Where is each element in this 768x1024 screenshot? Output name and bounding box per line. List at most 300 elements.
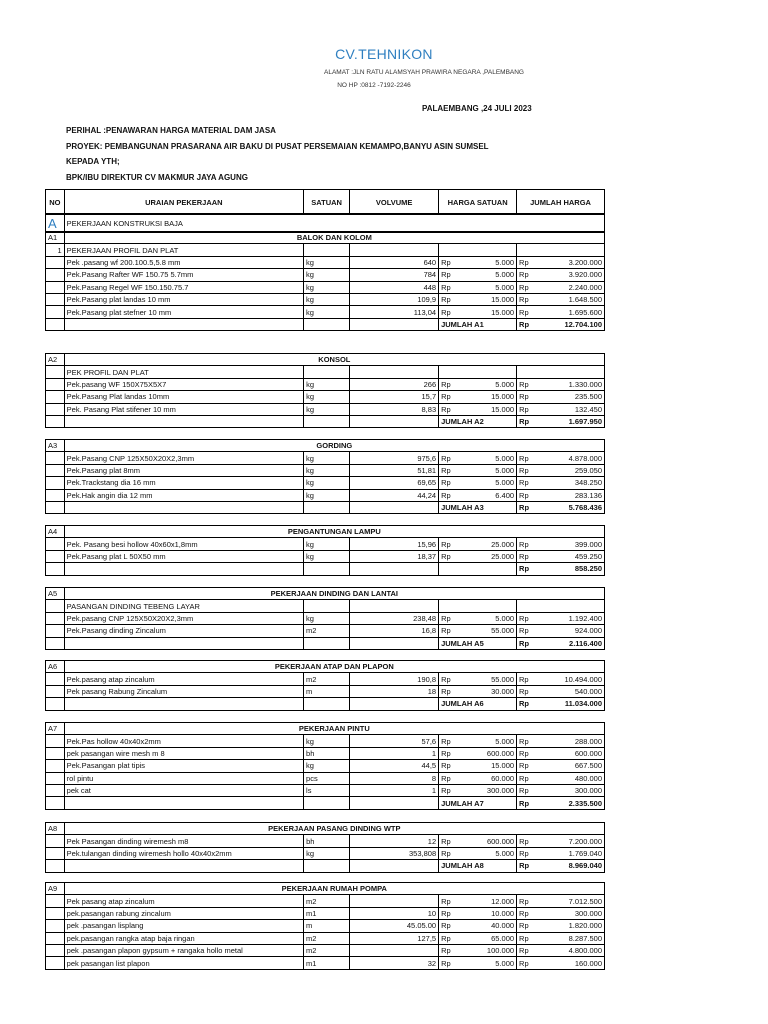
empty-cell: [350, 366, 439, 378]
currency-label: Rp: [439, 281, 452, 293]
empty-cell: [304, 860, 350, 872]
item-unit-price: 100.000: [452, 944, 517, 956]
item-description: Pek.Pasang CNP 125X50X20X2,3mm: [64, 452, 303, 464]
item-total: 132.450: [533, 403, 604, 415]
item-description: Pek.pasang WF 150X75X5X7: [64, 378, 303, 390]
currency-label: Rp: [439, 835, 452, 847]
table-row: [46, 403, 605, 415]
group-total-label: JUMLAH A5: [439, 637, 517, 649]
group-subtitle: PEK PROFIL DAN PLAT: [64, 366, 303, 378]
item-total: 3.920.000: [533, 269, 604, 281]
item-description: pek pasangan wire mesh m 8: [64, 747, 303, 759]
currency-label: Rp: [439, 735, 452, 747]
currency-label: Rp: [439, 269, 452, 281]
item-volume: 45.05.00: [350, 920, 439, 932]
group-title: BALOK DAN KOLOM: [64, 232, 604, 244]
item-description: Pek pasang Rabung Zincalum: [64, 685, 303, 697]
item-description: Pek.Pasang Plat landas 10mm: [64, 391, 303, 403]
item-total: 1.769.040: [533, 847, 604, 859]
table-row: [46, 281, 605, 293]
row-no: [46, 685, 65, 697]
group-title: GORDING: [64, 440, 604, 452]
empty-cell: [533, 600, 604, 612]
item-unit-price: 15.000: [452, 306, 517, 318]
item-total: 1.695.600: [533, 306, 604, 318]
group-title: PENGANTUNGAN LAMPU: [64, 526, 604, 538]
group-total-label: JUMLAH A1: [439, 318, 517, 330]
item-description: Pek.Pasang dinding Zincalum: [64, 625, 303, 637]
table-row: [46, 391, 605, 403]
item-unit: bh: [304, 835, 350, 847]
table-row: [46, 612, 605, 624]
group-total-row: [46, 860, 605, 872]
empty-cell: [46, 637, 65, 649]
col-satuan: SATUAN: [304, 190, 350, 215]
item-unit-price: 10.000: [452, 907, 517, 919]
group-subtitle-row: [46, 366, 605, 378]
table-row: [46, 550, 605, 562]
row-no: [46, 847, 65, 859]
currency-label: Rp: [517, 489, 533, 501]
empty-cell: [304, 637, 350, 649]
group-title-row: [46, 526, 605, 538]
row-no: [46, 293, 65, 305]
letter-proyek: PROYEK: PEMBANGUNAN PRASARANA AIR BAKU DI PUSAT PERSEMAIAN KEMAMPO,BANYU ASIN SUMSEL: [66, 142, 489, 151]
group-total: 12.704.100: [533, 318, 604, 330]
row-no: [46, 281, 65, 293]
currency-label: Rp: [439, 932, 452, 944]
currency-label: Rp: [517, 673, 533, 685]
empty-cell: [517, 244, 533, 256]
group-total-row: [46, 501, 605, 513]
item-unit-price: 15.000: [452, 391, 517, 403]
item-volume: 353,808: [350, 847, 439, 859]
empty-cell: [304, 366, 350, 378]
item-unit: m2: [304, 944, 350, 956]
item-unit-price: 65.000: [452, 932, 517, 944]
empty-cell: [452, 600, 517, 612]
table-row: [46, 784, 605, 796]
currency-label: Rp: [439, 772, 452, 784]
currency-label: Rp: [517, 895, 533, 907]
item-unit-price: 25.000: [452, 550, 517, 562]
currency-label: Rp: [439, 847, 452, 859]
empty-cell: [452, 244, 517, 256]
currency-label: Rp: [439, 378, 452, 390]
item-description: Pek.Trackstang dia 16 mm: [64, 477, 303, 489]
group-code: A1: [46, 232, 65, 244]
group-table-a2: [45, 353, 605, 428]
item-unit-price: 5.000: [452, 378, 517, 390]
item-unit: pcs: [304, 772, 350, 784]
item-total: 348.250: [533, 477, 604, 489]
currency-label: Rp: [517, 403, 533, 415]
table-row: [46, 256, 605, 268]
item-unit: kg: [304, 464, 350, 476]
item-description: pek .pasangan plapon gypsum + rangaka hollo metal: [64, 944, 303, 956]
group-title-row: [46, 883, 605, 895]
group-sub-no: [46, 600, 65, 612]
table-row: [46, 847, 605, 859]
empty-cell: [304, 415, 350, 427]
row-no: [46, 784, 65, 796]
empty-cell: [350, 797, 439, 809]
group-title-row: [46, 823, 605, 835]
table-row: [46, 760, 605, 772]
item-unit: m2: [304, 673, 350, 685]
table-row: [46, 932, 605, 944]
row-no: [46, 306, 65, 318]
item-description: pek cat: [64, 784, 303, 796]
empty-cell: [350, 698, 439, 710]
item-description: Pek. Pasang besi hollow 40x60x1,8mm: [64, 538, 303, 550]
item-volume: 51,81: [350, 464, 439, 476]
group-table-a4: [45, 525, 605, 576]
item-unit: m: [304, 920, 350, 932]
empty-cell: [64, 318, 303, 330]
item-total: 1.648.500: [533, 293, 604, 305]
row-no: [46, 772, 65, 784]
item-volume: 113,04: [350, 306, 439, 318]
item-volume: 15,7: [350, 391, 439, 403]
empty-cell: [304, 600, 350, 612]
group-total-row: [46, 563, 605, 575]
item-unit: ls: [304, 784, 350, 796]
group-table-a9: [45, 882, 605, 970]
currency-label: Rp: [439, 784, 452, 796]
group-total: 858.250: [533, 563, 604, 575]
item-unit-price: 25.000: [452, 538, 517, 550]
group-subtitle-row: [46, 244, 605, 256]
item-volume: 12: [350, 835, 439, 847]
item-description: Pek.Pas hollow 40x40x2mm: [64, 735, 303, 747]
empty-cell: [64, 415, 303, 427]
currency-label: Rp: [439, 477, 452, 489]
currency-label: Rp: [439, 673, 452, 685]
item-unit-price: 5.000: [452, 957, 517, 969]
item-description: Pek.Pasang plat landas 10 mm: [64, 293, 303, 305]
item-unit: kg: [304, 256, 350, 268]
table-row: [46, 452, 605, 464]
currency-label: Rp: [439, 391, 452, 403]
col-no: NO: [46, 190, 65, 215]
empty-cell: [350, 637, 439, 649]
currency-label: Rp: [439, 907, 452, 919]
item-description: Pek.pasang atap zincalum: [64, 673, 303, 685]
table-row: [46, 957, 605, 969]
table-row: [46, 293, 605, 305]
item-volume: 238,48: [350, 612, 439, 624]
currency-label: Rp: [517, 269, 533, 281]
item-unit: kg: [304, 477, 350, 489]
column-header-table: [45, 189, 605, 215]
empty-cell: [46, 698, 65, 710]
item-total: 300.000: [533, 784, 604, 796]
item-description: Pek.Pasang plat L 50X50 mm: [64, 550, 303, 562]
item-description: pek.pasangan rabung zincalum: [64, 907, 303, 919]
row-no: [46, 612, 65, 624]
group-total: 1.697.950: [533, 415, 604, 427]
row-no: [46, 378, 65, 390]
table-row: [46, 625, 605, 637]
currency-label: Rp: [439, 489, 452, 501]
empty-cell: [46, 415, 65, 427]
group-code: A8: [46, 823, 65, 835]
item-unit: m1: [304, 957, 350, 969]
item-description: Pek Pasangan dinding wiremesh m8: [64, 835, 303, 847]
group-total: 2.335.500: [533, 797, 604, 809]
group-code: A2: [46, 354, 65, 366]
item-unit: kg: [304, 735, 350, 747]
item-unit: kg: [304, 847, 350, 859]
group-title-row: [46, 440, 605, 452]
currency-label: Rp: [439, 293, 452, 305]
group-table-a1: [45, 231, 605, 331]
place-date: PALAEMBANG ,24 JULI 2023: [422, 104, 532, 113]
empty-cell: [517, 366, 533, 378]
item-volume: 10: [350, 907, 439, 919]
row-no: [46, 760, 65, 772]
group-total: 11.034.000: [533, 698, 605, 710]
group-code: A6: [46, 661, 65, 673]
currency-label: Rp: [517, 920, 533, 932]
row-no: [46, 835, 65, 847]
empty-cell: [64, 797, 303, 809]
currency-label: Rp: [439, 452, 452, 464]
group-total-label: JUMLAH A3: [439, 501, 517, 513]
item-volume: 8: [350, 772, 439, 784]
item-description: pek .pasangan lisplang: [64, 920, 303, 932]
group-code: A7: [46, 723, 65, 735]
item-total: 480.000: [533, 772, 604, 784]
row-no: [46, 452, 65, 464]
item-total: 667.500: [533, 760, 604, 772]
empty-cell: [350, 501, 439, 513]
letter-kepada: KEPADA YTH;: [66, 157, 120, 166]
item-unit-price: 30.000: [452, 685, 517, 697]
item-description: pek.pasangan rangka atap baja ringan: [64, 932, 303, 944]
letter-perihal: PERIHAL :PENAWARAN HARGA MATERIAL DAM JASA: [66, 126, 276, 135]
empty-cell: [439, 366, 452, 378]
group-total-row: [46, 318, 605, 330]
group-code: A9: [46, 883, 65, 895]
item-description: Pek pasang atap zincalum: [64, 895, 303, 907]
item-description: Pek.Pasang Rafter WF 150.75 5.7mm: [64, 269, 303, 281]
item-unit-price: 5.000: [452, 256, 517, 268]
currency-label: Rp: [439, 957, 452, 969]
empty-cell: [46, 563, 65, 575]
table-row: [46, 378, 605, 390]
group-table-a3: [45, 439, 605, 514]
group-total-label: JUMLAH A6: [439, 698, 517, 710]
group-title: PEKERJAAN ATAP DAN PLAPON: [64, 661, 604, 673]
group-code: A4: [46, 526, 65, 538]
item-unit: kg: [304, 378, 350, 390]
item-volume: [350, 944, 439, 956]
item-volume: 975,6: [350, 452, 439, 464]
currency-label: Rp: [517, 452, 533, 464]
row-no: [46, 735, 65, 747]
row-no: [46, 907, 65, 919]
group-total: 5.768.436: [533, 501, 604, 513]
row-no: [46, 269, 65, 281]
item-unit-price: 5.000: [452, 464, 517, 476]
group-table-a7: [45, 722, 605, 810]
row-no: [46, 391, 65, 403]
currency-label: Rp: [517, 772, 533, 784]
item-unit: kg: [304, 538, 350, 550]
item-total: 160.000: [533, 957, 604, 969]
row-no: [46, 895, 65, 907]
section-code: A: [46, 214, 65, 233]
group-title: KONSOL: [64, 354, 604, 366]
item-volume: 1: [350, 747, 439, 759]
item-unit: kg: [304, 550, 350, 562]
item-total: 1.330.000: [533, 378, 604, 390]
currency-label: Rp: [517, 932, 533, 944]
item-volume: 1: [350, 784, 439, 796]
item-total: 4.800.000: [533, 944, 604, 956]
currency-label: Rp: [517, 835, 533, 847]
item-unit-price: 5.000: [452, 452, 517, 464]
table-row: [46, 269, 605, 281]
item-description: Pek .pasang wf 200.100.5,5.8 mm: [64, 256, 303, 268]
item-unit-price: 15.000: [452, 293, 517, 305]
row-no: [46, 550, 65, 562]
item-total: 235.500: [533, 391, 604, 403]
currency-label: Rp: [517, 847, 533, 859]
item-total: 600.000: [533, 747, 604, 759]
currency-label: Rp: [517, 784, 533, 796]
item-total: 2.240.000: [533, 281, 604, 293]
group-total-label: [439, 563, 517, 575]
currency-label: Rp: [439, 625, 452, 637]
currency-label: Rp: [517, 306, 533, 318]
group-title-row: [46, 661, 605, 673]
item-total: 3.200.000: [533, 256, 604, 268]
table-row: [46, 895, 605, 907]
item-unit-price: 600.000: [452, 835, 517, 847]
empty-cell: [64, 698, 303, 710]
currency-label: Rp: [517, 747, 533, 759]
item-total: 7.200.000: [533, 835, 604, 847]
row-no: [46, 477, 65, 489]
item-unit-price: 15.000: [452, 760, 517, 772]
item-description: Pek.Pasangan plat tipis: [64, 760, 303, 772]
currency-label: Rp: [439, 747, 452, 759]
item-unit-price: 55.000: [452, 673, 517, 685]
empty-cell: [350, 563, 439, 575]
item-unit-price: 40.000: [452, 920, 517, 932]
row-no: [46, 625, 65, 637]
empty-cell: [64, 860, 303, 872]
currency-label: Rp: [439, 895, 452, 907]
currency-label: Rp: [439, 920, 452, 932]
item-total: 1.192.400: [533, 612, 604, 624]
item-unit-price: 5.000: [452, 735, 517, 747]
table-row: [46, 685, 605, 697]
empty-cell: [517, 600, 533, 612]
company-name: CV.TEHNIKON: [335, 46, 433, 62]
empty-cell: [350, 318, 439, 330]
item-unit: kg: [304, 760, 350, 772]
item-volume: 266: [350, 378, 439, 390]
item-volume: 57,6: [350, 735, 439, 747]
group-code: A5: [46, 588, 65, 600]
group-title-row: [46, 232, 605, 244]
letter-recipient: BPK/IBU DIREKTUR CV MAKMUR JAYA AGUNG: [66, 173, 248, 182]
row-no: [46, 944, 65, 956]
empty-cell: [350, 244, 439, 256]
item-unit: m2: [304, 625, 350, 637]
currency-label: Rp: [517, 735, 533, 747]
item-description: Pek.Hak angin dia 12 mm: [64, 489, 303, 501]
item-description: Pek. Pasang Plat stifener 10 mm: [64, 403, 303, 415]
currency-label: Rp: [517, 860, 533, 872]
currency-label: Rp: [517, 625, 533, 637]
row-no: [46, 538, 65, 550]
item-volume: 15,96: [350, 538, 439, 550]
col-harga-satuan: HARGA SATUAN: [439, 190, 517, 215]
currency-label: Rp: [517, 256, 533, 268]
empty-cell: [304, 698, 350, 710]
empty-cell: [533, 366, 604, 378]
item-unit-price: 60.000: [452, 772, 517, 784]
table-row: [46, 477, 605, 489]
table-row: [46, 735, 605, 747]
item-unit-price: 55.000: [452, 625, 517, 637]
currency-label: Rp: [517, 698, 533, 710]
empty-cell: [46, 318, 65, 330]
group-table-a6: [45, 660, 605, 711]
table-row: [46, 673, 605, 685]
item-total: 259.050: [533, 464, 604, 476]
empty-cell: [304, 318, 350, 330]
item-unit: m1: [304, 907, 350, 919]
group-total-row: [46, 415, 605, 427]
table-row: [46, 747, 605, 759]
item-unit: kg: [304, 403, 350, 415]
item-unit: bh: [304, 747, 350, 759]
currency-label: Rp: [517, 501, 533, 513]
empty-cell: [304, 244, 350, 256]
currency-label: Rp: [517, 391, 533, 403]
group-title-row: [46, 354, 605, 366]
group-sub-no: 1: [46, 244, 65, 256]
row-no: [46, 957, 65, 969]
item-total: 10.494.000: [533, 673, 605, 685]
group-title: PEKERJAAN PINTU: [64, 723, 604, 735]
currency-label: Rp: [517, 415, 533, 427]
currency-label: Rp: [439, 760, 452, 772]
empty-cell: [304, 797, 350, 809]
item-volume: [350, 895, 439, 907]
group-title: PEKERJAAN RUMAH POMPA: [64, 883, 604, 895]
group-table-a8: [45, 822, 605, 873]
company-phone: NO HP :0812 -7192-2246: [337, 82, 411, 89]
item-volume: 640: [350, 256, 439, 268]
empty-cell: [350, 600, 439, 612]
item-description: pek pasangan list plapon: [64, 957, 303, 969]
item-description: Pek.Pasang Regel WF 150.150.75.7: [64, 281, 303, 293]
currency-label: Rp: [439, 685, 452, 697]
group-total-row: [46, 797, 605, 809]
row-no: [46, 747, 65, 759]
empty-cell: [46, 797, 65, 809]
currency-label: Rp: [439, 403, 452, 415]
currency-label: Rp: [439, 612, 452, 624]
currency-label: Rp: [517, 281, 533, 293]
